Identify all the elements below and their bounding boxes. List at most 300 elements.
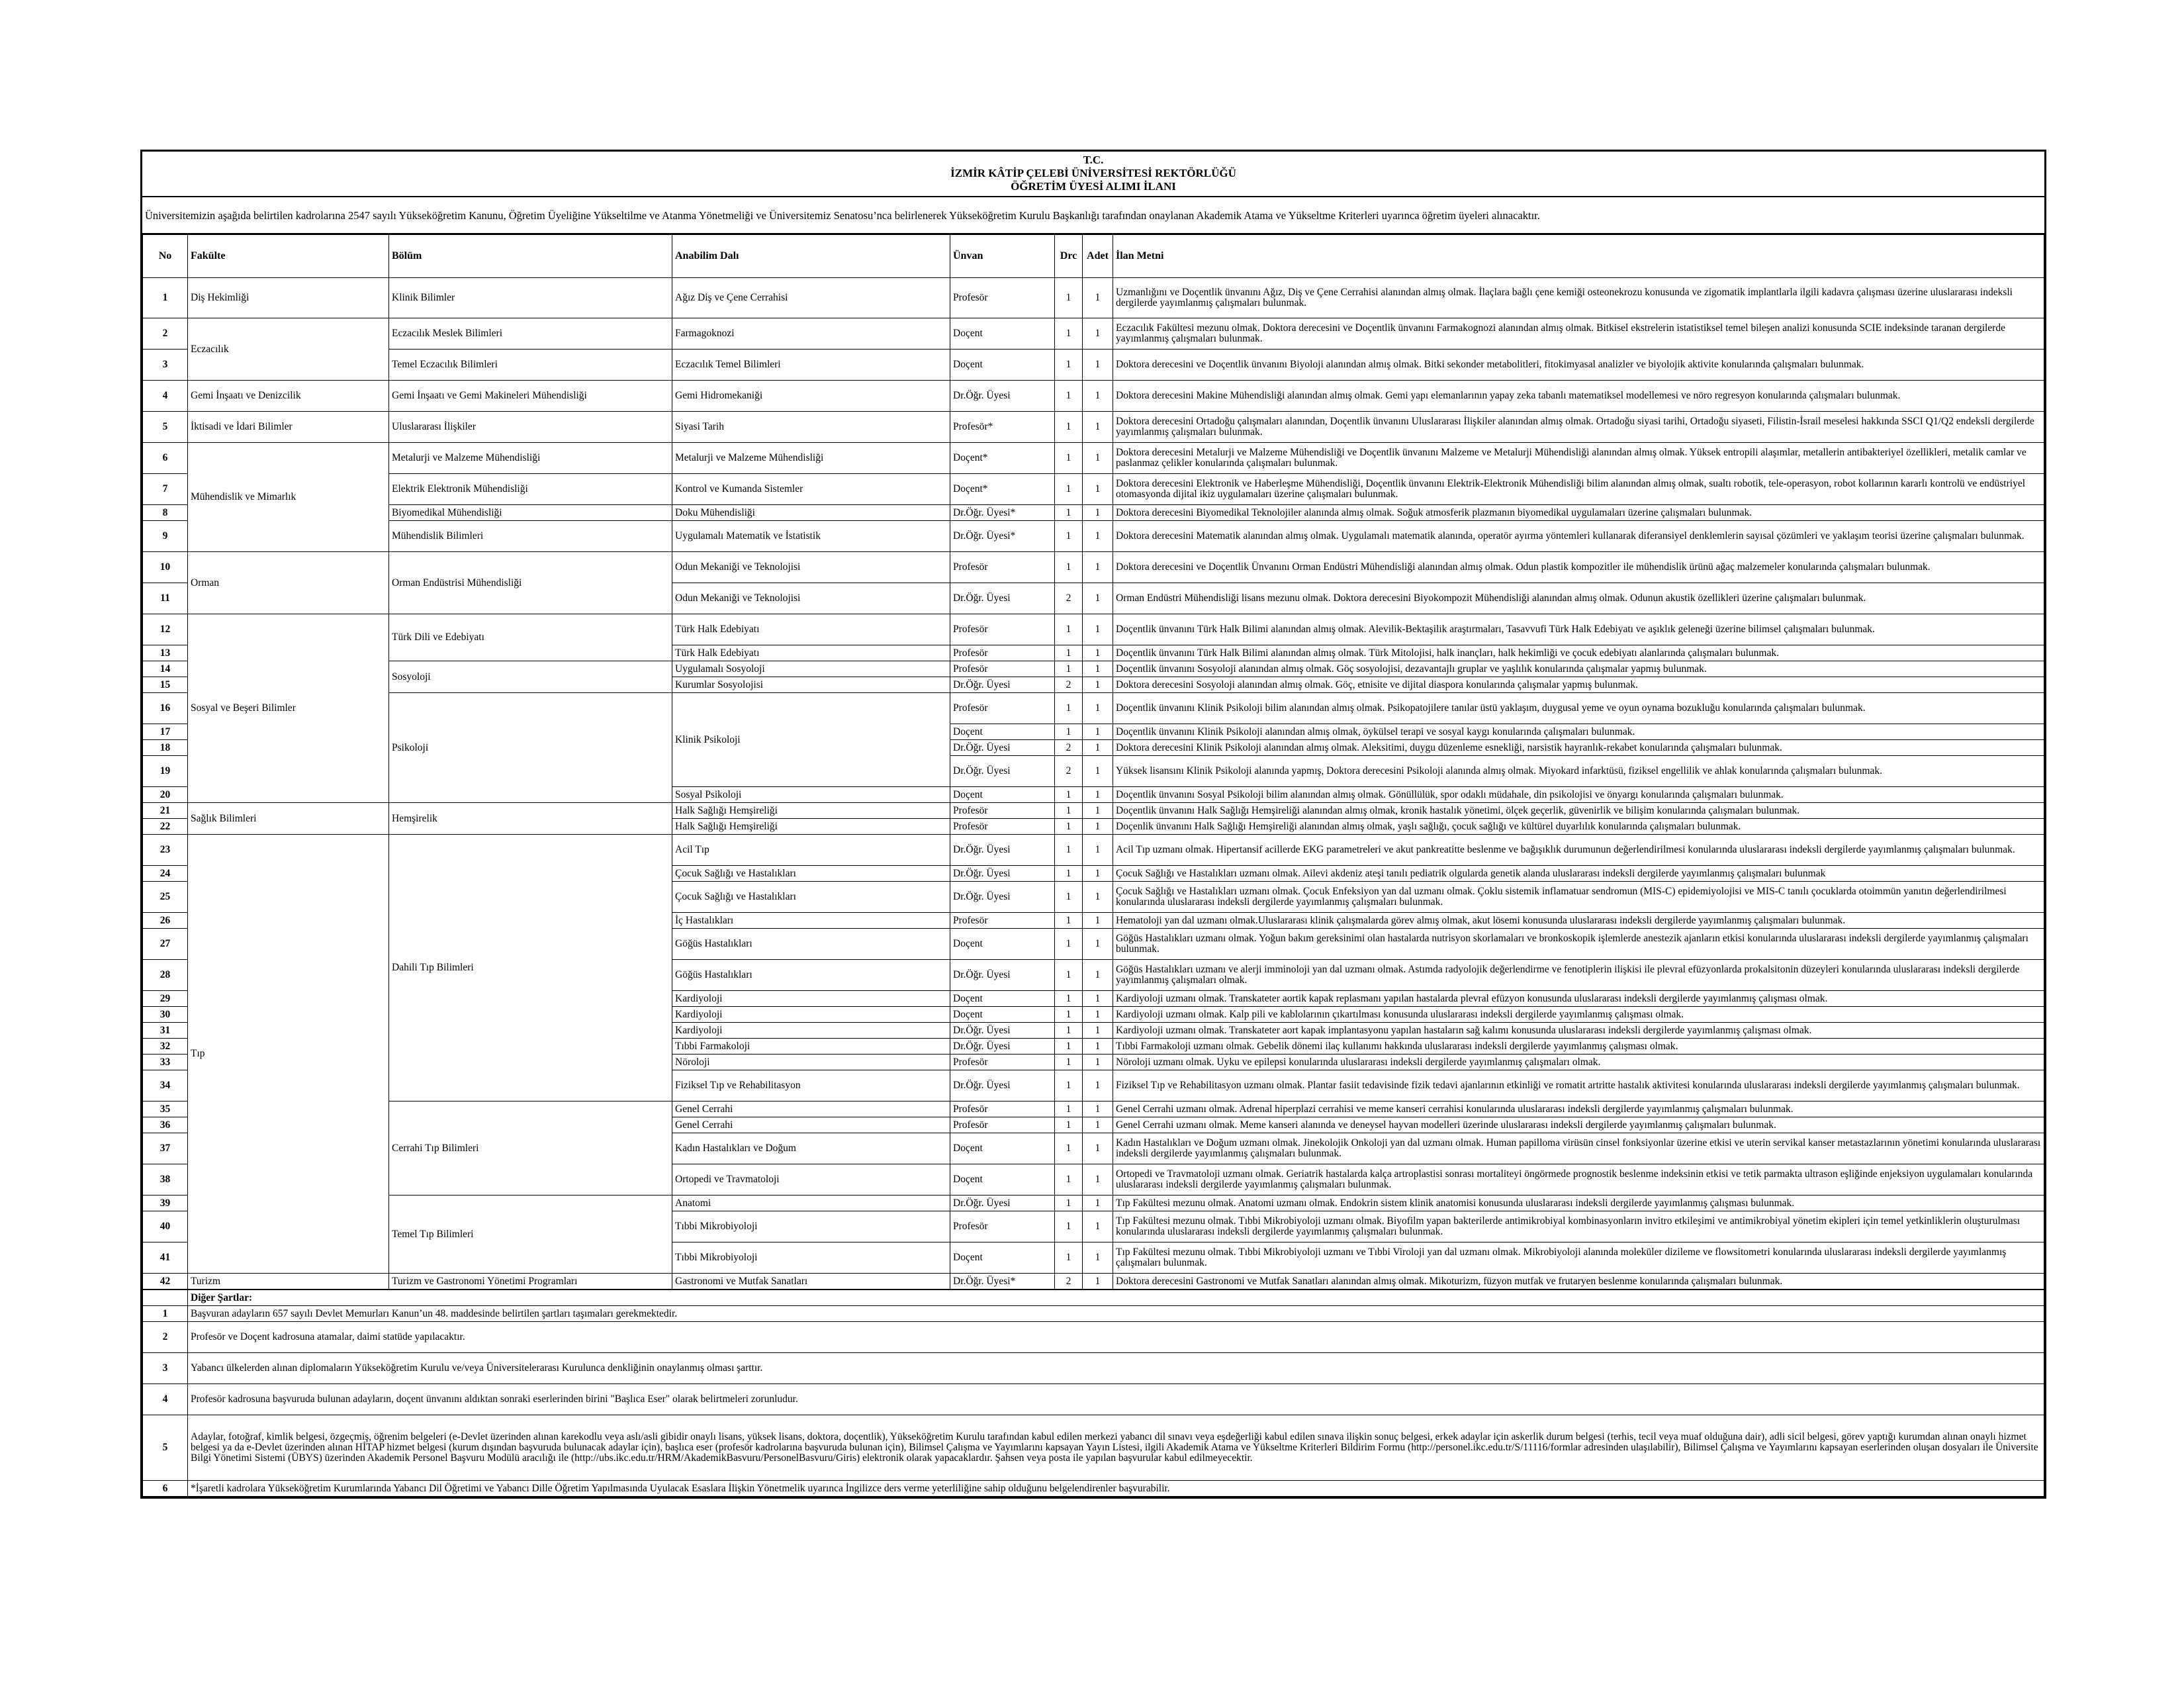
faculty-cell: İktisadi ve İdari Bilimler [188,412,389,443]
announcement-text-cell: Doktora derecesini Gastronomi ve Mutfak Sanatları alanından almış olmak. Mikoturizm, füzyon mutfak ve frutaryen beslenme konularında çalışmaları bulunmak. [1113,1274,2044,1289]
faculty-cell: Sağlık Bilimleri [188,803,389,835]
title-cell: Doçent [950,318,1055,350]
abd-cell: Ortopedi ve Travmatoloji [672,1164,950,1196]
condition-number: 3 [143,1353,188,1384]
row-number: 11 [143,583,188,614]
drc-cell: 1 [1055,991,1083,1007]
announcement-text-cell: Doktora derecesini ve Doçentlik ünvanını Biyoloji alanından almış olmak. Bitki sekonder metabolitleri, fitokimyasal analizler ve biyolojik aktivite konularında çalışmaları bulunmak. [1113,350,2044,381]
announcement-text-cell: Doçentlik ünvanını Sosyoloji alanından almış olmak. Göç sosyolojisi, dezavantajlı gruplar ve yaşlılık konularında çalışmalar yapmış bulunmak. [1113,661,2044,677]
department-cell: Temel Tıp Bilimleri [389,1196,672,1274]
abd-cell: Kardiyoloji [672,991,950,1007]
announcement-text-cell: Kardiyoloji uzmanı olmak. Transkateter aortik kapak replasmanı yapılan hastalarda plevral efüzyon konusunda uluslararası indeksli dergilerde yayımlanmış çalışması olmak. [1113,991,2044,1007]
faculty-cell: Mühendislik ve Mimarlık [188,443,389,552]
adet-cell: 1 [1083,1023,1113,1039]
adet-cell: 1 [1083,1007,1113,1023]
row-number: 26 [143,913,188,929]
row-number: 13 [143,645,188,661]
position-table [142,234,2044,1289]
row-number: 17 [143,724,188,740]
department-cell: Klinik Bilimler [389,278,672,318]
abd-cell: Tıbbi Mikrobiyoloji [672,1243,950,1274]
abd-cell: Nöroloji [672,1055,950,1070]
condition-number: 4 [143,1384,188,1415]
adet-cell: 1 [1083,412,1113,443]
adet-cell: 1 [1083,278,1113,318]
adet-cell: 1 [1083,583,1113,614]
title-cell: Dr.Öğr. Üyesi [950,866,1055,882]
faculty-cell: Diş Hekimliği [188,278,389,318]
row-number: 21 [143,803,188,819]
title-cell: Doçent [950,929,1055,960]
title-cell: Profesör [950,614,1055,645]
adet-cell: 1 [1083,929,1113,960]
condition-number: 6 [143,1481,188,1497]
title-cell: Profesör [950,278,1055,318]
title-cell: Doçent [950,787,1055,803]
announcement-text-cell: Acil Tıp uzmanı olmak. Hipertansif acillerde EKG parametreleri ve akut pankreatitte beslenme ve bağışıklık durumunun değerlendirilmesi konularında uluslararası indeksli dergilerde yayımlanmış çalışmaları bulunmak. [1113,835,2044,866]
adet-cell: 1 [1083,1070,1113,1102]
adet-cell: 1 [1083,787,1113,803]
row-number: 23 [143,835,188,866]
row-number: 37 [143,1133,188,1164]
row-number: 3 [143,350,188,381]
row-number: 24 [143,866,188,882]
col-header-fakulte: Fakülte [188,235,389,278]
row-number: 31 [143,1023,188,1039]
row-number: 4 [143,381,188,412]
title-cell: Dr.Öğr. Üyesi* [950,1274,1055,1289]
abd-cell: Uygulamalı Sosyoloji [672,661,950,677]
announcement-text-cell: Tıbbi Farmakoloji uzmanı olmak. Gebelik dönemi ilaç kullanımı hakkında uluslararası indeksli dergilerde yayımlanmış çalışması olmak. [1113,1039,2044,1055]
department-cell: Hemşirelik [389,803,672,835]
department-cell: Eczacılık Meslek Bilimleri [389,318,672,350]
adet-cell: 1 [1083,1196,1113,1211]
faculty-cell: Gemi İnşaatı ve Denizcilik [188,381,389,412]
title-cell: Dr.Öğr. Üyesi [950,960,1055,991]
title-cell: Dr.Öğr. Üyesi [950,1039,1055,1055]
row-number: 30 [143,1007,188,1023]
drc-cell: 1 [1055,1243,1083,1274]
row-number: 1 [143,278,188,318]
title-cell: Profesör [950,1102,1055,1117]
drc-cell: 1 [1055,1070,1083,1102]
title-cell: Profesör [950,552,1055,583]
title-cell: Doçent [950,350,1055,381]
col-header-drc: Drc [1055,235,1083,278]
department-cell: Gemi İnşaatı ve Gemi Makineleri Mühendisliği [389,381,672,412]
col-header-no: No [143,235,188,278]
header-line-3: ÖĞRETİM ÜYESİ ALIMI İLANI [1011,180,1176,193]
row-number: 15 [143,677,188,693]
row-number: 14 [143,661,188,677]
announcement-text-cell: Hematoloji yan dal uzmanı olmak.Uluslararası klinik çalışmalarda görev almış olmak, akut lösemi konusunda uluslararası indeksli dergilerde yayımlanmış çalışmaları bulunmak. [1113,913,2044,929]
adet-cell: 1 [1083,677,1113,693]
title-cell: Profesör [950,661,1055,677]
row-number: 41 [143,1243,188,1274]
title-cell: Profesör [950,1211,1055,1243]
row-number: 12 [143,614,188,645]
abd-cell: Siyasi Tarih [672,412,950,443]
title-cell: Doçent [950,991,1055,1007]
announcement-document [140,150,2046,1499]
document-header [142,152,2044,197]
adet-cell: 1 [1083,819,1113,835]
title-cell: Dr.Öğr. Üyesi [950,1023,1055,1039]
adet-cell: 1 [1083,960,1113,991]
drc-cell: 1 [1055,1055,1083,1070]
table-row [143,381,2044,412]
title-cell: Doçent* [950,443,1055,474]
faculty-cell: Sosyal ve Beşeri Bilimler [188,614,389,803]
adet-cell: 1 [1083,1039,1113,1055]
drc-cell: 1 [1055,1117,1083,1133]
table-row [143,614,2044,645]
drc-cell: 2 [1055,1274,1083,1289]
announcement-text-cell: Kadın Hastalıkları ve Doğum uzmanı olmak. Jinekolojik Onkoloji yan dal uzmanı olmak. Human papilloma virüsün cinsel fonksiyonlar üzerine etkisi ve uterin servikal kanser metastazlarının yönetimi konularında uluslararası indeksli dergilerde yayımlanmış çalışmaları bulunmak. [1113,1133,2044,1164]
abd-cell: Genel Cerrahi [672,1117,950,1133]
announcement-text-cell: Doktora derecesini ve Doçentlik Ünvanını Orman Endüstri Mühendisliği alanından almış olmak. Odun plastik kompozitler ile mühendislik ürünü ağaç malzemeler konularında çalışmaları bulunmak. [1113,552,2044,583]
condition-row [143,1353,2044,1384]
announcement-text-cell: Doçenlik ünvanını Halk Sağlığı Hemşireliği alanından almış olmak, yaşlı sağlığı, çocuk sağlığı ve kültürel duyarlılık konularında çalışmaları bulunmak. [1113,819,2044,835]
abd-cell: Fiziksel Tıp ve Rehabilitasyon [672,1070,950,1102]
title-cell: Profesör [950,693,1055,724]
drc-cell: 1 [1055,866,1083,882]
adet-cell: 1 [1083,1055,1113,1070]
title-cell: Doçent [950,1164,1055,1196]
announcement-text-cell: Doktora derecesini Metalurji ve Malzeme Mühendisliği ve Doçentlik ünvanını Malzeme ve Metalurji Mühendisliği alanından almış olmak. Yüksek entropili alaşımlar, metallerin antibakteriyel özellikleri, metalik camlar ve paslanmaz çelikler konularında çalışmaları bulunmak. [1113,443,2044,474]
announcement-text-cell: Tıp Fakültesi mezunu olmak. Tıbbi Mikrobiyoloji uzmanı olmak. Biyofilm yapan bakterilerde antimikrobiyal kombinasyonların invitro etkileşimi ve antimikrobiyal yönetim ekipleri için temel yetkinliklerin oluşturulması konularında uluslararası indeksli dergilerde yayımlanmış çalışmaları bulunmak. [1113,1211,2044,1243]
department-cell: Uluslararası İlişkiler [389,412,672,443]
drc-cell: 1 [1055,960,1083,991]
drc-cell: 1 [1055,474,1083,505]
drc-cell: 1 [1055,661,1083,677]
abd-cell: Acil Tıp [672,835,950,866]
department-cell: Cerrahi Tıp Bilimleri [389,1102,672,1196]
row-number: 18 [143,740,188,756]
row-number: 20 [143,787,188,803]
abd-cell: Kardiyoloji [672,1007,950,1023]
department-cell: Biyomedikal Mühendisliği [389,505,672,521]
row-number: 36 [143,1117,188,1133]
adet-cell: 1 [1083,614,1113,645]
title-cell: Profesör [950,1055,1055,1070]
condition-text: *İşaretli kadrolara Yükseköğretim Kurumlarında Yabancı Dil Öğretimi ve Yabancı Dille Öğretim Yapılmasında Uyulacak Esaslara İlişkin Yönetmelik uyarınca İngilizce ders verme yeterliliğine sahip olduğunu belgelendirenler başvurabilir. [188,1481,2044,1497]
title-cell: Profesör [950,819,1055,835]
department-cell: Dahili Tıp Bilimleri [389,835,672,1102]
announcement-text-cell: Fiziksel Tıp ve Rehabilitasyon uzmanı olmak. Plantar fasiit tedavisinde fizik tedavi ajanlarının etkinliği ve romatit artritte hastalık aktivitesi konularında uluslararası indeksli dergilerde yayımlanmış çalışmaları bulunmak. [1113,1070,2044,1102]
table-row [143,1102,2044,1117]
condition-row [143,1415,2044,1481]
table-row [143,661,2044,677]
table-row [143,278,2044,318]
faculty-cell: Tıp [188,835,389,1274]
row-number: 7 [143,474,188,505]
abd-cell: İç Hastalıkları [672,913,950,929]
announcement-text-cell: Doçentlik ünvanını Klinik Psikoloji alanından almış olmak, öykülsel terapi ve sosyal kaygı konularında çalışmaları bulunmak. [1113,724,2044,740]
announcement-text-cell: Nöroloji uzmanı olmak. Uyku ve epilepsi konularında uluslararası indeksli dergilerde yayımlanmış çalışmaları olmak. [1113,1055,2044,1070]
col-header-bolum: Bölüm [389,235,672,278]
condition-row [143,1306,2044,1322]
title-cell: Profesör [950,803,1055,819]
department-cell: Temel Eczacılık Bilimleri [389,350,672,381]
abd-cell: Ağız Diş ve Çene Cerrahisi [672,278,950,318]
announcement-text-cell: Doktora derecesini Biyomedikal Teknolojiler alanında almış olmak. Soğuk atmosferik plazmanın biyomedikal uygulamaları üzerine çalışmaları bulunmak. [1113,505,2044,521]
announcement-text-cell: Uzmanlığını ve Doçentlik ünvanını Ağız, Diş ve Çene Cerrahisi alanından almış olmak. İlaçlara bağlı çene kemiği osteonekrozu konusunda ve zigomatik implantlarla ilgili kadavra çalışması üzerine uluslararası indeksli dergilerde yayımlanmış çalışmaları bulunmak. [1113,278,2044,318]
abd-cell: Göğüs Hastalıkları [672,960,950,991]
title-cell: Profesör [950,645,1055,661]
department-cell: Türk Dili ve Edebiyatı [389,614,672,661]
title-cell: Dr.Öğr. Üyesi* [950,521,1055,552]
row-number: 8 [143,505,188,521]
other-conditions-title: Diğer Şartlar: [188,1290,2044,1306]
drc-cell: 2 [1055,756,1083,787]
condition-row [143,1481,2044,1497]
adet-cell: 1 [1083,1102,1113,1117]
abd-cell: Çocuk Sağlığı ve Hastalıkları [672,882,950,913]
faculty-cell: Orman [188,552,389,614]
announcement-text-cell: Doktora derecesini Makine Mühendisliği alanından almış olmak. Gemi yapı elemanlarının yapay zeka tabanlı matematiksel modellemesi ve nöro regresyon konularında çalışmaları bulunmak. [1113,381,2044,412]
drc-cell: 1 [1055,552,1083,583]
drc-cell: 1 [1055,318,1083,350]
abd-cell: Genel Cerrahi [672,1102,950,1117]
department-cell: Sosyoloji [389,661,672,693]
drc-cell: 1 [1055,381,1083,412]
adet-cell: 1 [1083,756,1113,787]
drc-cell: 1 [1055,412,1083,443]
adet-cell: 1 [1083,866,1113,882]
abd-cell: Kurumlar Sosyolojisi [672,677,950,693]
row-number: 2 [143,318,188,350]
title-cell: Doçent [950,724,1055,740]
adet-cell: 1 [1083,474,1113,505]
adet-cell: 1 [1083,882,1113,913]
abd-cell: Uygulamalı Matematik ve İstatistik [672,521,950,552]
drc-cell: 1 [1055,1164,1083,1196]
title-cell: Dr.Öğr. Üyesi* [950,505,1055,521]
condition-number: 2 [143,1322,188,1353]
table-row [143,521,2044,552]
condition-number: 5 [143,1415,188,1481]
title-cell: Doçent [950,1007,1055,1023]
announcement-text-cell: Doçentlik ünvanını Halk Sağlığı Hemşireliği alanından almış olmak, kronik hastalık yönetimi, ölçek geçerlik, güvenirlik ve bilişim konularında çalışmaları bulunmak. [1113,803,2044,819]
title-cell: Profesör [950,1117,1055,1133]
drc-cell: 1 [1055,1007,1083,1023]
drc-cell: 1 [1055,803,1083,819]
drc-cell: 1 [1055,693,1083,724]
title-cell: Doçent [950,1133,1055,1164]
abd-cell: Tıbbi Farmakoloji [672,1039,950,1055]
abd-cell: Metalurji ve Malzeme Mühendisliği [672,443,950,474]
announcement-text-cell: Doçentlik ünvanını Türk Halk Bilimi alanından almış olmak. Alevilik-Bektaşilik araştırmaları, Tasavvufi Türk Halk Edebiyatı ve aşıklık geleneği üzerine bilimsel çalışmaları bulunmak. [1113,614,2044,645]
table-row [143,1274,2044,1289]
announcement-text-cell: Doçentlik ünvanını Sosyal Psikoloji bilim alanından almış olmak. Gönüllülük, spor odaklı müdahale, din psikolojisi ve önyargı konularında çalışmaları bulunmak. [1113,787,2044,803]
drc-cell: 1 [1055,278,1083,318]
adet-cell: 1 [1083,1133,1113,1164]
condition-text: Profesör kadrosuna başvuruda bulunan adayların, doçent ünvanını aldıktan sonraki eserlerinden birini "Başlıca Eser" olarak belirtmeleri zorunludur. [188,1384,2044,1415]
department-cell: Mühendislik Bilimleri [389,521,672,552]
announcement-text-cell: Doktora derecesini Matematik alanından almış olmak. Uygulamalı matematik alanında, operatör ayırma yöntemleri kullanarak diferansiyel denklemlerin sayısal çözümleri ve yaklaşım teorisi üzerine çalışmaları bulunmak. [1113,521,2044,552]
announcement-text-cell: Göğüs Hastalıkları uzmanı olmak. Yoğun bakım gereksinimi olan hastalarda nutrisyon skorlamaları ve bronkoskopik işlemlerde anestezik ajanların etkisi konularında uluslararası indeksli dergilerde yayımlanmış çalışmaları bulunmak. [1113,929,2044,960]
faculty-cell: Eczacılık [188,318,389,381]
drc-cell: 1 [1055,614,1083,645]
condition-number: 1 [143,1306,188,1322]
adet-cell: 1 [1083,381,1113,412]
row-number: 42 [143,1274,188,1289]
adet-cell: 1 [1083,318,1113,350]
adet-cell: 1 [1083,521,1113,552]
drc-cell: 1 [1055,1133,1083,1164]
drc-cell: 1 [1055,787,1083,803]
row-number: 9 [143,521,188,552]
abd-cell: Kadın Hastalıkları ve Doğum [672,1133,950,1164]
header-line-2: İZMİR KÂTİP ÇELEBİ ÜNİVERSİTESİ REKTÖRLÜĞÜ [950,167,1236,179]
row-number: 34 [143,1070,188,1102]
abd-cell: Türk Halk Edebiyatı [672,645,950,661]
table-row [143,474,2044,505]
department-cell: Orman Endüstrisi Mühendisliği [389,552,672,614]
table-row [143,552,2044,583]
adet-cell: 1 [1083,835,1113,866]
col-header-abd: Anabilim Dalı [672,235,950,278]
faculty-cell: Turizm [188,1274,389,1289]
row-number: 19 [143,756,188,787]
table-row [143,835,2044,866]
announcement-text-cell: Tıp Fakültesi mezunu olmak. Tıbbi Mikrobiyoloji uzmanı ve Tıbbi Viroloji yan dal uzmanı olmak. Mikrobiyoloji alanında moleküler dizileme ve flowsitometri konularında uluslararası indeksli dergilerde yayımlanmış çalışmaları bulunmak. [1113,1243,2044,1274]
title-cell: Profesör [950,913,1055,929]
table-row [143,1196,2044,1211]
other-conditions-title-row [143,1290,2044,1306]
abd-cell: Odun Mekaniği ve Teknolojisi [672,552,950,583]
drc-cell: 1 [1055,882,1083,913]
announcement-text-cell: Doçentlik ünvanını Türk Halk Bilimi alanından almış olmak. Türk Mitolojisi, halk inançları, halk hekimliği ve çocuk edebiyatı alanlarında çalışmaları bulunmak. [1113,645,2044,661]
row-number: 39 [143,1196,188,1211]
abd-cell: Kardiyoloji [672,1023,950,1039]
drc-cell: 1 [1055,1023,1083,1039]
title-cell: Dr.Öğr. Üyesi [950,882,1055,913]
header-line-1: T.C. [1083,154,1104,166]
row-number: 27 [143,929,188,960]
abd-cell: Farmagoknozi [672,318,950,350]
announcement-text-cell: Genel Cerrahi uzmanı olmak. Meme kanseri alanında ve deneysel hayvan modelleri üzerinde uluslararası indeksli dergilerde yayımlanmış çalışmaları bulunmak. [1113,1117,2044,1133]
row-number: 5 [143,412,188,443]
table-header-row [143,235,2044,278]
announcement-text-cell: Kardiyoloji uzmanı olmak. Kalp pili ve kablolarının çıkartılması konusunda uluslararası indeksli dergilerde yayımlanmış çalışması olmak. [1113,1007,2044,1023]
abd-cell: Doku Mühendisliği [672,505,950,521]
table-row [143,693,2044,724]
announcement-text-cell: Doktora derecesini Ortadoğu çalışmaları alanından, Doçentlik ünvanını Uluslararası İlişkiler alanından almış olmak. Ortadoğu siyasi tarihi, Ortadoğu siyaseti, Filistin-İsrail meselesi hakkında SSCI Q1/Q2 endeksli dergilerde yayımlanmış çalışmaları bulunmak. [1113,412,2044,443]
drc-cell: 1 [1055,645,1083,661]
adet-cell: 1 [1083,693,1113,724]
table-row [143,803,2044,819]
title-cell: Dr.Öğr. Üyesi [950,835,1055,866]
department-cell: Turizm ve Gastronomi Yönetimi Programları [389,1274,672,1289]
adet-cell: 1 [1083,991,1113,1007]
announcement-text-cell: Doktora derecesini Sosyoloji alanından almış olmak. Göç, etnisite ve dijital diaspora konularında çalışmalar yapmış bulunmak. [1113,677,2044,693]
adet-cell: 1 [1083,803,1113,819]
abd-cell: Eczacılık Temel Bilimleri [672,350,950,381]
row-number: 35 [143,1102,188,1117]
announcement-text-cell: Genel Cerrahi uzmanı olmak. Adrenal hiperplazi cerrahisi ve meme kanseri cerrahisi konularında uluslararası indeksli dergilerde yayımlanmış çalışmaları bulunmak. [1113,1102,2044,1117]
adet-cell: 1 [1083,740,1113,756]
col-header-adet: Adet [1083,235,1113,278]
announcement-text-cell: Çocuk Sağlığı ve Hastalıkları uzmanı olmak. Çocuk Enfeksiyon yan dal uzmanı olmak. Çoklu sistemik inflamatuar sendromun (MIS-C) epidemiyolojisi ve MIS-C tanılı çocuklarda otoimmün yanıtın değerlendirilmesi konularında uluslararası indeksli dergilerde yayımlanmış çalışmaları bulunmak. [1113,882,2044,913]
abd-cell: Klinik Psikoloji [672,693,950,787]
drc-cell: 1 [1055,819,1083,835]
abd-cell: Odun Mekaniği ve Teknolojisi [672,583,950,614]
announcement-text-cell: Yüksek lisansını Klinik Psikoloji alanında yapmış, Doktora derecesini Psikoloji alanında almış olmak. Miyokard infarktüsü, fiziksel engellilik ve ahlak konularında çalışmaları bulunmak. [1113,756,2044,787]
drc-cell: 1 [1055,521,1083,552]
drc-cell: 2 [1055,677,1083,693]
row-number: 22 [143,819,188,835]
drc-cell: 1 [1055,724,1083,740]
row-number: 25 [143,882,188,913]
adet-cell: 1 [1083,913,1113,929]
condition-text: Adaylar, fotoğraf, kimlik belgesi, özgeçmiş, öğrenim belgeleri (e-Devlet üzerinden alınan karekodlu veya aslı/asli gibidir onaylı lisans, yüksek lisans, doktora, doçentlik), Yükseköğretim Kurulu tarafından kabul edilen merkezi yabancı dil sınavı veya eşdeğerliği kabul edilen sınava ilişkin sonuç belgesi, erkek adaylar için askerlik durum belgesi (terhis, tecil veya muaf olduğuna dair), adli sicil belgesi, görev yaptığı kurumdan alınan onaylı hizmet belgesi ya da e-Devlet üzerinden alınan HİTAP hizmet belgesi (kurum dışından başvuruda bulunacak adaylar için), başlıca eser (profesör kadrolarına başvuruda bulunan için), Bilimsel Çalışma ve Yayımlarını kapsayan Yayın Listesi, ilgili Akademik Atama ve Yükseltme Kriterleri Bildirim Formu (http://personel.ikc.edu.tr/S/11116/formlar adresinden ulaşılabilir), Bilimsel Çalışma ve Yayımlarını kapsayan eserlerinden oluşan dosyaları ile Üniversite Bilgi Yönetimi Sistemi (ÜBYS) üzerinden Akademik Personel Başvuru Modülü aracılığı ile (http://ubs.ikc.edu.tr/HRM/AkademikBasvuru/PersonelBasvuru/Giris) elektronik olarak yapacaklardır. Şahsen veya posta ile yapılan başvurular kabul edilmeyecektir. [188,1415,2044,1481]
title-cell: Dr.Öğr. Üyesi [950,756,1055,787]
row-number: 29 [143,991,188,1007]
adet-cell: 1 [1083,350,1113,381]
title-cell: Dr.Öğr. Üyesi [950,1070,1055,1102]
announcement-text-cell: Ortopedi ve Travmatoloji uzmanı olmak. Geriatrik hastalarda kalça artroplastisi sonrası mortaliteyi öngörmede prognostik beslenme indeksinin etkisi ve tetik parmakta ultrason eşliğinde enjeksiyon uygulamaları konularında uluslararası indeksli dergilerde yayımlanmış çalışmaları bulunmak. [1113,1164,2044,1196]
title-cell: Dr.Öğr. Üyesi [950,740,1055,756]
table-row [143,412,2044,443]
abd-cell: Çocuk Sağlığı ve Hastalıkları [672,866,950,882]
announcement-text-cell: Göğüs Hastalıkları uzmanı ve alerji imminoloji yan dal uzmanı olmak. Astımda radyolojik değerlendirme ve fenotiplerin ilişkisi ile plevral efüzyonlarda prokalsitonin düzeyleri konularında uluslararası indeksli dergilerde yayımlanmış çalışmaları olmak. [1113,960,2044,991]
adet-cell: 1 [1083,1211,1113,1243]
abd-cell: Halk Sağlığı Hemşireliği [672,819,950,835]
drc-cell: 1 [1055,835,1083,866]
drc-cell: 1 [1055,1102,1083,1117]
abd-cell: Halk Sağlığı Hemşireliği [672,803,950,819]
row-number: 16 [143,693,188,724]
department-cell: Elektrik Elektronik Mühendisliği [389,474,672,505]
drc-cell: 1 [1055,505,1083,521]
adet-cell: 1 [1083,552,1113,583]
abd-cell: Tıbbi Mikrobiyoloji [672,1211,950,1243]
announcement-text-cell: Doktora derecesini Elektronik ve Haberleşme Mühendisliği, Doçentlik ünvanını Elektrik-Elektronik Mühendisliği bilim alanından almış olmak, sualtı robotik, tele-operasyon, robot kollarının kararlı kontrolü ve endüstriyel otomasyonda dijital ikiz uygulamaları üzerine çalışmaları bulunmak. [1113,474,2044,505]
row-number: 32 [143,1039,188,1055]
drc-cell: 2 [1055,583,1083,614]
row-number: 6 [143,443,188,474]
title-cell: Dr.Öğr. Üyesi [950,1196,1055,1211]
other-conditions-table [142,1289,2044,1497]
row-number: 40 [143,1211,188,1243]
department-cell: Psikoloji [389,693,672,803]
announcement-text-cell: Doktora derecesini Klinik Psikoloji alanından almış olmak. Aleksitimi, duygu düzenleme esnekliği, narsistik hayranlık-rekabet konularında çalışmaları bulunmak. [1113,740,2044,756]
abd-cell: Kontrol ve Kumanda Sistemler [672,474,950,505]
adet-cell: 1 [1083,1243,1113,1274]
abd-cell: Gastronomi ve Mutfak Sanatları [672,1274,950,1289]
announcement-text-cell: Kardiyoloji uzmanı olmak. Transkateter aort kapak implantasyonu yapılan hastaların sağ kalımı konusunda uluslararası indeksli dergilerde yayımlanmış çalışması olmak. [1113,1023,2044,1039]
title-cell: Doçent* [950,474,1055,505]
title-cell: Dr.Öğr. Üyesi [950,677,1055,693]
announcement-text-cell: Orman Endüstri Mühendisliği lisans mezunu olmak. Doktora derecesini Biyokompozit Mühendisliği alanından almış olmak. Odunun akustik özellikleri üzerine çalışmaları bulunmak. [1113,583,2044,614]
condition-text: Başvuran adayların 657 sayılı Devlet Memurları Kanun’un 48. maddesinde belirtilen şartları taşımaları gerekmektedir. [188,1306,2044,1322]
adet-cell: 1 [1083,1274,1113,1289]
drc-cell: 1 [1055,1211,1083,1243]
drc-cell: 1 [1055,443,1083,474]
abd-cell: Anatomi [672,1196,950,1211]
table-row [143,443,2044,474]
adet-cell: 1 [1083,443,1113,474]
drc-cell: 2 [1055,740,1083,756]
table-row [143,505,2044,521]
announcement-text-cell: Doçentlik ünvanını Klinik Psikoloji bilim alanından almış olmak. Psikopatojilere tanılar üstü yaklaşım, duygusal yeme ve oyun oynama bozukluğu konularında çalışmaları bulunmak. [1113,693,2044,724]
adet-cell: 1 [1083,505,1113,521]
adet-cell: 1 [1083,1164,1113,1196]
abd-cell: Göğüs Hastalıkları [672,929,950,960]
title-cell: Profesör* [950,412,1055,443]
